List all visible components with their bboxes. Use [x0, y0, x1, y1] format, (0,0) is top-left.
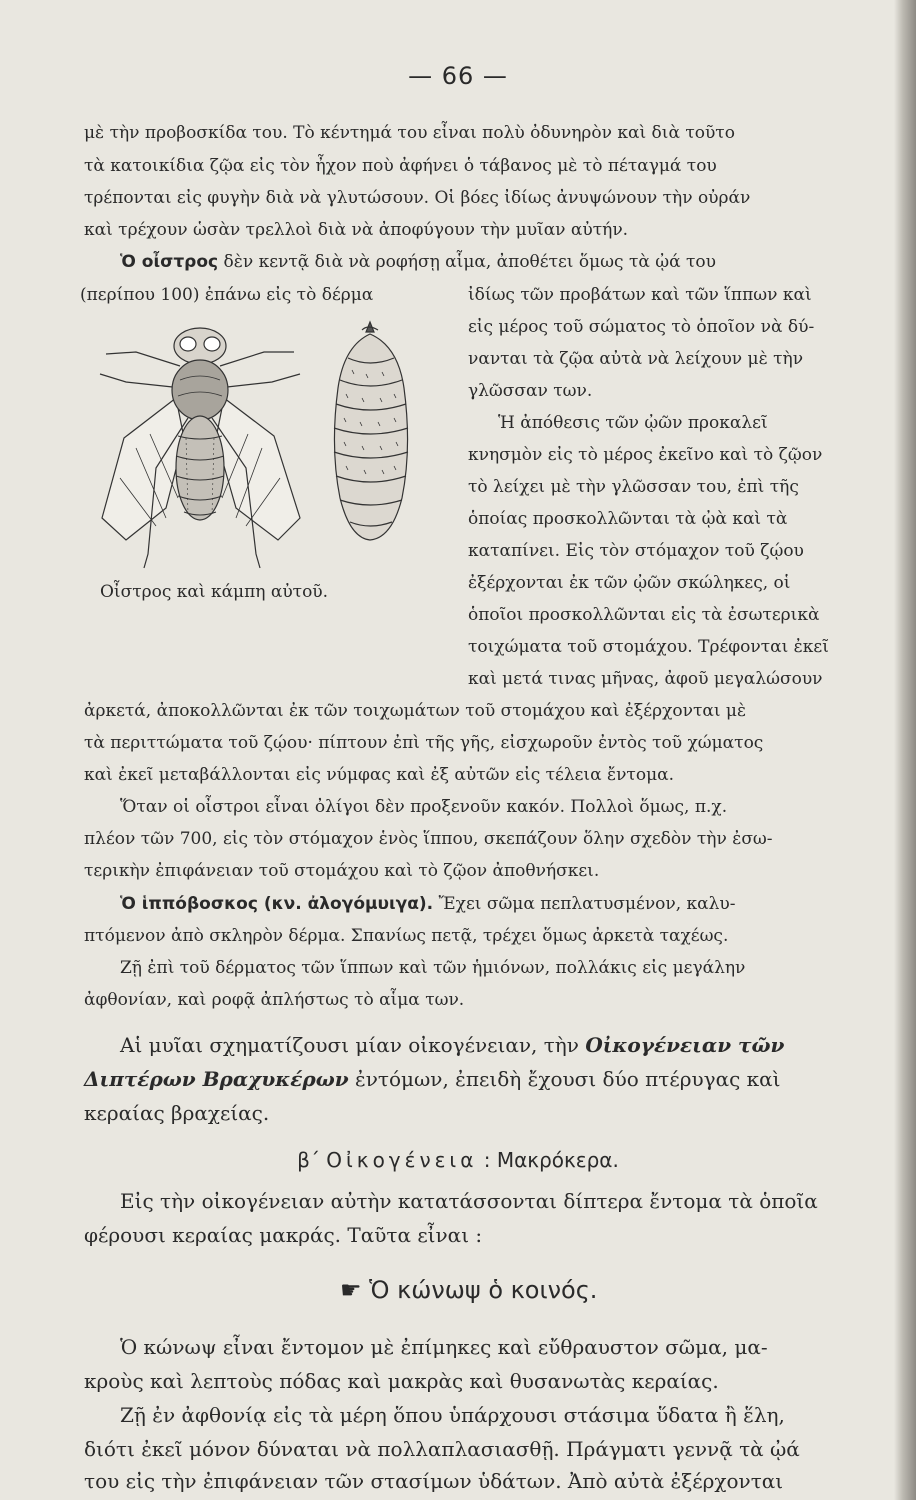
subheading-family: Οἰκογένεια	[326, 1148, 478, 1172]
text-line: τὸ λείχει μὲ τὴν γλῶσσαν του, ἐπὶ τῆς	[468, 477, 799, 497]
larva-illustration	[322, 318, 418, 544]
text-span: ἐντόμων, ἐπειδὴ ἔχουσι δύο πτέρυγας καὶ	[348, 1067, 781, 1091]
text-line: γλῶσσαν των.	[468, 381, 593, 401]
text-line: κνησμὸν εἰς τὸ μέρος ἐκεῖνο καὶ τὸ ζῷον	[468, 445, 823, 465]
text-line: του εἰς τὴν ἐπιφάνειαν τῶν στασίμων ὑδάτων. Ἀπὸ αὐτὰ ἐξέρχονται	[84, 1469, 784, 1493]
text-line: Ζῇ ἐπὶ τοῦ δέρματος τῶν ἵππων καὶ τῶν ἡμιόνων, πολλάκις εἰς μεγάλην	[120, 958, 746, 978]
text-line: εἰς μέρος τοῦ σώματος τὸ ὁποῖον νὰ δύ-	[468, 317, 815, 337]
subheading-prefix: β΄	[297, 1148, 320, 1172]
text-line: τὰ κατοικίδια ζῷα εἰς τὸν ἦχον ποὺ ἀφήνει ὁ τάβανος μὲ τὸ πέταγμά του	[84, 156, 717, 176]
text-line: Ὁ κώνωψ εἶναι ἔντομον μὲ ἐπίμηκες καὶ εὔθραυστον σῶμα, μα-	[120, 1335, 768, 1359]
text-line: νανται τὰ ζῷα αὐτὰ νὰ λείχουν μὲ τὴν	[468, 349, 804, 369]
text-line: κεραίας βραχείας.	[84, 1101, 270, 1125]
family-line-1	[120, 1032, 784, 1058]
text-line: ἀρκετά, ἀποκολλῶνται ἐκ τῶν τοιχωμάτων τοῦ στομάχου καὶ ἐξέρχονται μὲ	[84, 701, 747, 721]
text-line: Ἡ ἀπόθεσις τῶν ᾠῶν προκαλεῖ	[498, 413, 768, 433]
text-line: (περίπου 100) ἐπάνω εἰς τὸ δέρμα	[80, 285, 374, 305]
subheading-name: : Μακρόκερα.	[483, 1148, 619, 1172]
text-line: πτόμενον ἀπὸ σκληρὸν δέρμα. Σπανίως πετᾷ, τρέχει ὅμως ἀρκετὰ ταχέως.	[84, 926, 729, 946]
text-line: Ζῇ ἐν ἀφθονίᾳ εἰς τὰ μέρη ὅπου ὑπάρχουσι στάσιμα ὕδατα ἢ ἕλη,	[120, 1403, 785, 1427]
page-number: — 66 —	[408, 62, 508, 90]
text-line: κροὺς καὶ λεπτοὺς πόδας καὶ μακρὰς καὶ θυσανωτὰς κεραίας.	[84, 1369, 719, 1393]
figure-caption: Οἶστρος καὶ κάμπη αὐτοῦ.	[100, 582, 329, 602]
text-line: καὶ τρέχουν ὡσὰν τρελλοὶ διὰ νὰ ἀποφύγουν τὴν μυῖαν αὐτήν.	[84, 220, 629, 240]
text-line: ἐξέρχονται ἐκ τῶν ᾠῶν σκώληκες, οἱ	[468, 573, 791, 593]
page-binding-edge	[894, 0, 916, 1500]
konops-heading	[340, 1276, 597, 1304]
family-line-2	[84, 1066, 781, 1092]
hippo-heading: Ὁ ἱππόβοσκος (κν. ἀλογόμυιγα).	[120, 894, 434, 914]
text-line: Ἔχει σῶμα πεπλατυσμένον, καλυ-	[438, 894, 736, 914]
text-line: φέρουσι κεραίας μακράς. Ταῦτα εἶναι :	[84, 1223, 483, 1247]
text-line: τερικὴν ἐπιφάνειαν τοῦ στομάχου καὶ τὸ ζῷον ἀποθνήσκει.	[84, 861, 600, 881]
text-line: ὁποίας προσκολλῶνται τὰ ᾠὰ καὶ τὰ	[468, 509, 788, 529]
konops-title: Ὁ κώνωψ ὁ κοινός.	[369, 1276, 598, 1304]
botfly-illustration	[96, 318, 306, 576]
text-line: ἰδίως τῶν προβάτων καὶ τῶν ἵππων καὶ	[468, 285, 812, 305]
text-line: ὁποῖοι προσκολλῶνται εἰς τὰ ἐσωτερικὰ	[468, 605, 820, 625]
text-span: Αἱ μυῖαι σχηματίζουσι μίαν οἰκογένειαν, τὴν	[120, 1033, 586, 1057]
family-name-emphasis: Οἰκογένειαν τῶν	[585, 1033, 785, 1057]
text-line: Ὅταν οἱ οἶστροι εἶναι ὀλίγοι δὲν προξενοῦν κακόν. Πολλοὶ ὅμως, π.χ.	[120, 797, 728, 817]
text-line: μὲ τὴν προβοσκίδα του. Τὸ κέντημά του εἶναι πολὺ ὀδυνηρὸν καὶ διὰ τοῦτο	[84, 123, 735, 143]
text-line: τοιχώματα τοῦ στομάχου. Τρέφονται ἐκεῖ	[468, 637, 829, 657]
pointing-hand-icon: ☛	[340, 1276, 362, 1304]
text-line: Εἰς τὴν οἰκογένειαν αὐτὴν κατατάσσονται δίπτερα ἔντομα τὰ ὁποῖα	[120, 1189, 818, 1213]
family-name-emphasis: Διπτέρων Βραχυκέρων	[84, 1067, 349, 1091]
text-line: πλέον τῶν 700, εἰς τὸν στόμαχον ἑνὸς ἵππου, σκεπάζουν ὅλην σχεδὸν τὴν ἐσω-	[84, 829, 773, 849]
text-line: τρέπονται εἰς φυγὴν διὰ νὰ γλυτώσουν. Οἱ βόες ἰδίως ἀνυψώνουν τὴν οὐράν	[84, 188, 751, 208]
text-line: καταπίνει. Εἰς τὸν στόμαχον τοῦ ζῴου	[468, 541, 804, 561]
text-line: ἀφθονίαν, καὶ ροφᾷ ἀπλήστως τὸ αἷμα των.	[84, 990, 465, 1010]
text-line: τὰ περιττώματα τοῦ ζῴου· πίπτουν ἐπὶ τῆς γῆς, εἰσχωροῦν ἐντὸς τοῦ χώματος	[84, 733, 764, 753]
hippo-paragraph-start	[120, 893, 736, 915]
text-line: διότι ἐκεῖ μόνον δύναται νὰ πολλαπλασιασθῇ. Πράγματι γεννᾷ τὰ ᾠά	[84, 1437, 800, 1461]
section-subheading	[0, 1148, 916, 1172]
oistros-paragraph-start	[120, 251, 716, 273]
oistros-heading: Ὁ οἶστρος	[120, 252, 219, 272]
text-line: δὲν κεντᾷ διὰ νὰ ροφήσῃ αἷμα, ἀποθέτει ὅμως τὰ ᾠά του	[223, 252, 716, 272]
text-line: καὶ ἐκεῖ μεταβάλλονται εἰς νύμφας καὶ ἐξ αὐτῶν εἰς τέλεια ἔντομα.	[84, 765, 674, 785]
text-line: καὶ μετά τινας μῆνας, ἀφοῦ μεγαλώσουν	[468, 669, 823, 689]
